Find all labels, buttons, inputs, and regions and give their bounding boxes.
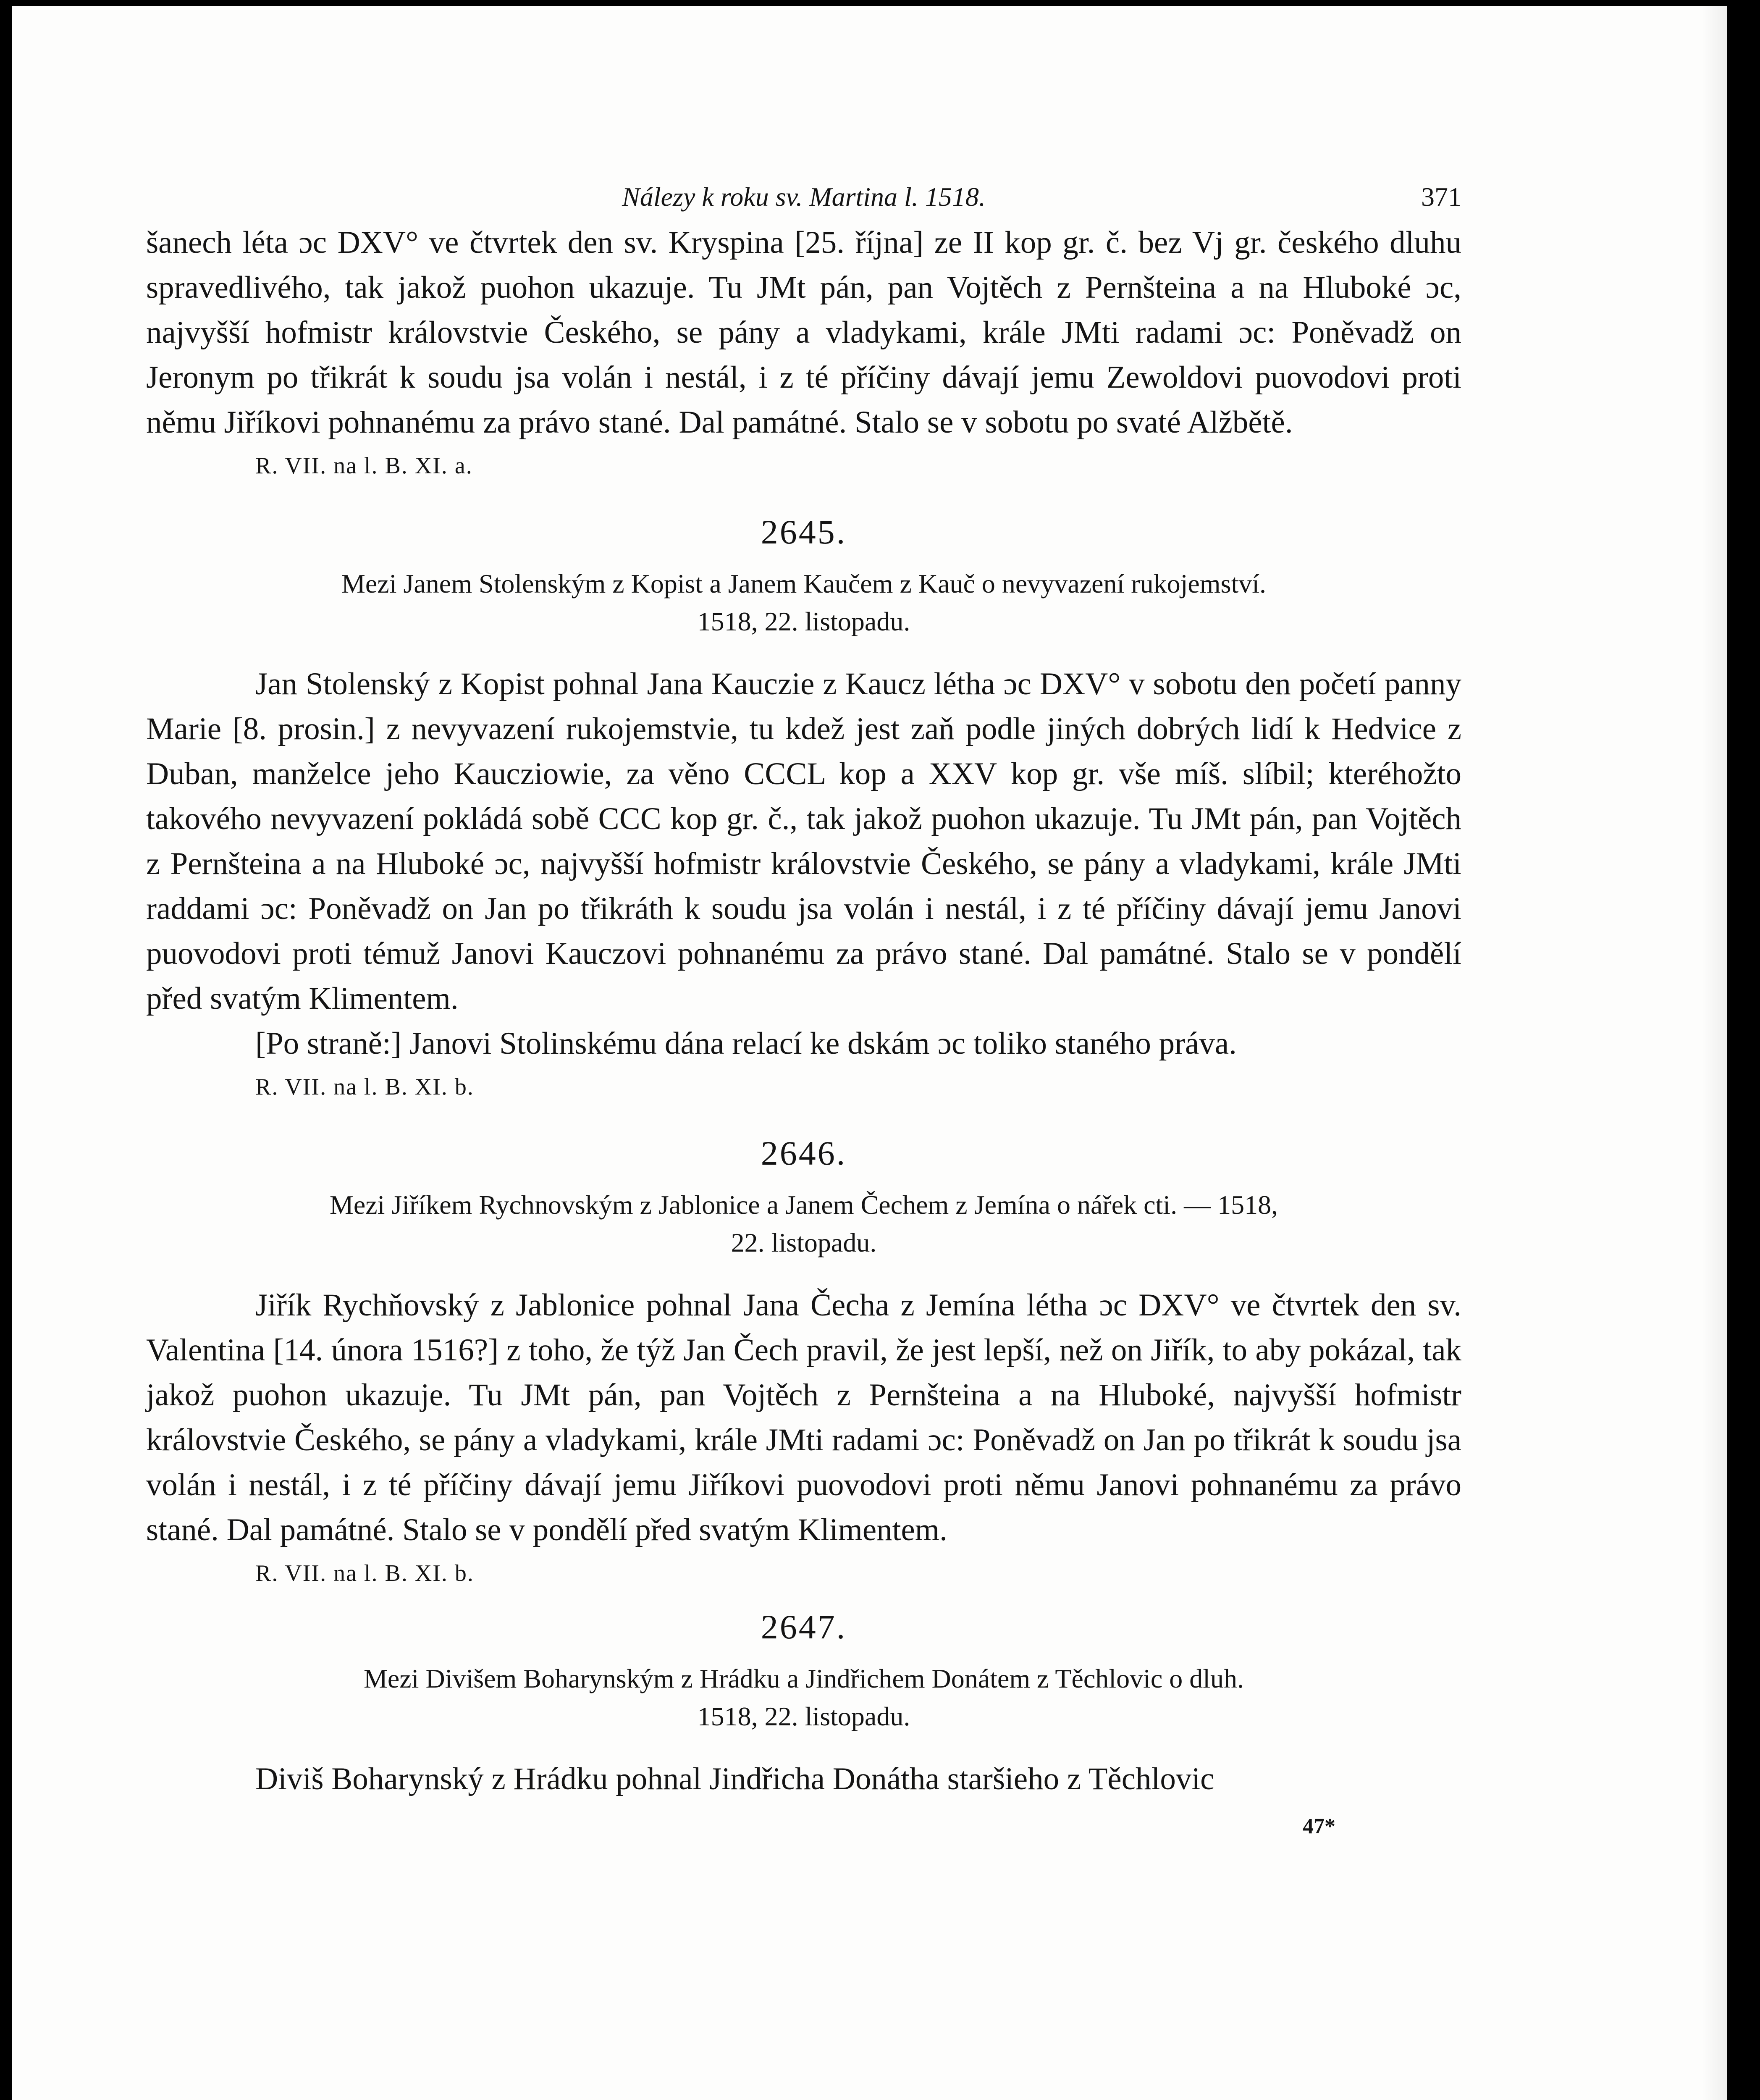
entry-summary-line: Mezi Jiříkem Rychnovským z Jablonice a Janem Čechem z Jemína o nářek cti. — 1518,	[329, 1190, 1278, 1220]
entry-2647	[146, 1607, 1461, 1801]
archive-reference: R. VII. na l. B. XI. a.	[255, 453, 473, 479]
entry-date: 1518, 22. listopadu.	[697, 606, 910, 636]
book-page	[12, 6, 1727, 2100]
text-block	[146, 174, 1461, 1843]
entry-2645	[146, 512, 1461, 1104]
entry-body: Jan Stolenský z Kopist pohnal Jana Kauczie z Kaucz létha ɔc DXV° v sobotu den početí panny Marie [8. prosin.] z nevyvazení rukojemstvie, tu kdež jest zaň podle jiných dobrých lidí k Hedvice z Duban, manželce jeho Kaucziowie, za věno CCCL kop a XXV kop gr. vše míš. slíbil; kteréhožto takového nevyvazení pokládá sobě CCC kop gr. č., tak jakož puohon ukazuje. Tu JMt pán, pan Vojtěch z Pernšteina a na Hluboké ɔc, najvyšší hofmistr královstvie Českého, se pány a vladykami, krále JMti raddami ɔc: Poněvadž on Jan po třikráth k soudu jsa volán i nestál, i z té příčiny dávají jemu Janovi puovodovi proti témuž Janovi Kauczovi pohnanému za právo stané. Dal památné. Stalo se v pondělí před svatým Klimentem.	[146, 667, 1461, 1016]
entry-summary-line: Mezi Divišem Boharynským z Hrádku a Jindřichem Donátem z Těchlovic o dluh.	[363, 1664, 1244, 1693]
entry-summary	[146, 565, 1461, 640]
entry-body: Jiřík Rychňovský z Jablonice pohnal Jana Čecha z Jemína létha ɔc DXV° ve čtvrtek den sv. Valentina [14. února 1516?] z toho, že týž Jan Čech pravil, že jest lepší, než on Jiřík, to aby pokázal, tak jakož puohon ukazuje. Tu JMt pán, pan Vojtěch z Pernšteina a na Hluboké, najvyšší hofmistr královstvie Českého, se pány a vladykami, krále JMti radami ɔc: Poněvadž on Jan po třikrát k soudu jsa volán i nestál, i z té příčiny dávají jemu Jiříkovi puovodovi proti němu Janovi pohnanému za právo stané. Dal památné. Stalo se v pondělí před svatým Klimentem.	[146, 1288, 1461, 1547]
signature-mark: 47*	[1303, 1814, 1335, 1838]
entry-number: 2646.	[761, 1134, 847, 1172]
entry-date: 22. listopadu.	[731, 1228, 877, 1257]
entry-summary	[146, 1660, 1461, 1735]
entry-2646	[146, 1133, 1461, 1590]
entry-summary	[146, 1186, 1461, 1262]
running-title: Nálezy k roku sv. Martina l. 1518.	[622, 182, 986, 212]
archive-reference: R. VII. na l. B. XI. b.	[255, 1074, 474, 1100]
page-edge-shadow	[1702, 6, 1727, 2100]
page-number: 371	[1421, 182, 1461, 212]
continuation-paragraph: šanech léta ɔc DXV° ve čtvrtek den sv. Kryspina [25. října] ze II kop gr. č. bez Vj gr. českého dluhu spravedlivého, tak jakož puohon ukazuje. Tu JMt pán, pan Vojtěch z Pernšteina a na Hluboké ɔc, najvyšší hofmistr královstvie Českého, se pány a vladykami, krále JMti radami ɔc: Poněvadž on Jeronym po třikrát k soudu jsa volán i nestál, i z té příčiny dávají jemu Zewoldovi puovodovi proti němu Jiříkovi pohnanému za právo stané. Dal památné. Stalo se v sobotu po svaté Alžbětě.	[146, 225, 1461, 440]
margin-note: [Po straně:] Janovi Stolinskému dána relací ke dskám ɔc toliko staného práva.	[255, 1026, 1237, 1061]
running-head	[146, 174, 1461, 220]
entry-summary-line: Mezi Janem Stolenským z Kopist a Janem Kaučem z Kauč o nevyvazení rukojemství.	[341, 569, 1267, 598]
entry-number: 2647.	[761, 1608, 847, 1646]
archive-reference: R. VII. na l. B. XI. b.	[255, 1560, 474, 1586]
entry-number: 2645.	[761, 513, 847, 551]
entry-date: 1518, 22. listopadu.	[697, 1701, 910, 1731]
entry-body: Diviš Boharynský z Hrádku pohnal Jindřicha Donátha staršieho z Těchlovic	[255, 1761, 1214, 1796]
